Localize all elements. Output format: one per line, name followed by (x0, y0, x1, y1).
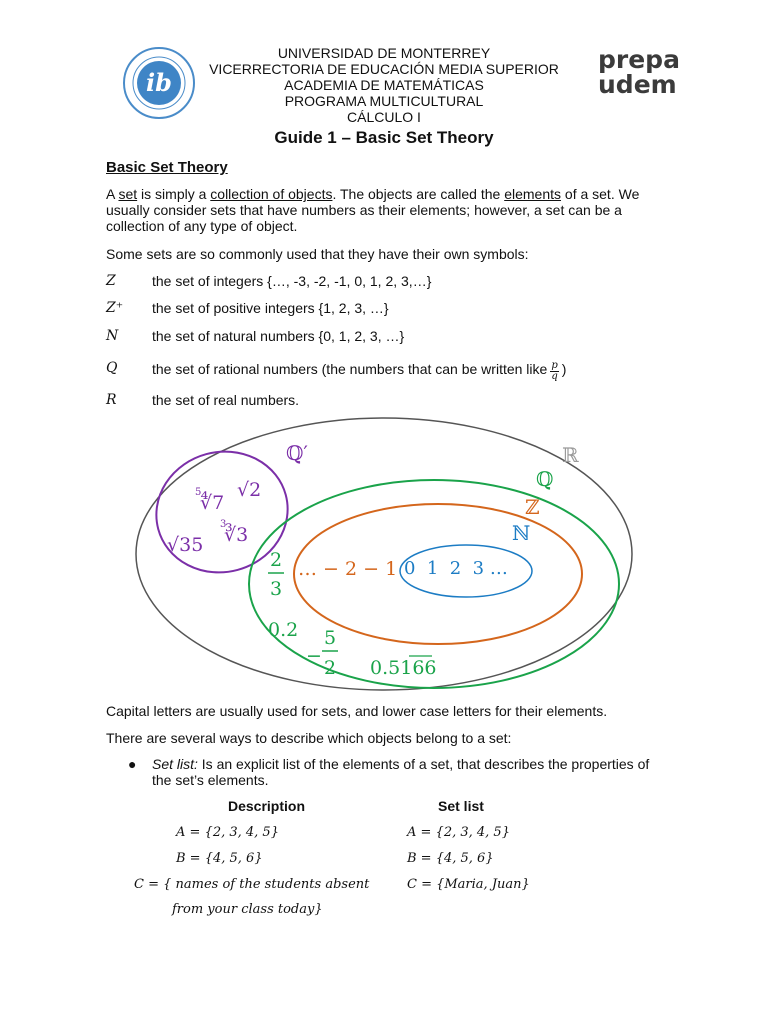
set-list-bullet (152, 756, 652, 788)
symbol-reals: R (106, 392, 117, 408)
table-cell-set-list: B = {4, 5, 6} (407, 851, 494, 866)
root-index-5: 5 (195, 487, 202, 498)
brand-line-2: udem (598, 70, 677, 99)
intro-text: . The objects are called the (332, 186, 505, 202)
table-cell-description: A = {2, 3, 4, 5} (176, 825, 279, 840)
negative-integers: … − 2 − 1 (298, 558, 398, 580)
symbol-description (152, 360, 566, 381)
fraction-numerator: p (551, 360, 558, 371)
table-cell-description: B = {4, 5, 6} (176, 851, 263, 866)
section-title: Basic Set Theory (106, 159, 228, 176)
intro-text: of a set. We usually consider sets that have numbers as their elements; however, a set can be a collection of any type of object. (106, 186, 640, 234)
program: PROGRAMA MULTICULTURAL (284, 93, 484, 109)
table-cell-set-list: A = {2, 3, 4, 5} (407, 825, 510, 840)
venn-svg (134, 414, 634, 694)
bullet-icon: ● (128, 756, 137, 772)
frac-2-3-denominator: 3 (270, 578, 283, 600)
integers-label: ℤ (525, 495, 540, 519)
capital-letters-note: Capital letters are usually used for sets, and lower case letters for their elements. (106, 703, 608, 719)
prepa-udem-logo (598, 45, 698, 104)
column-header-set-list: Set list (438, 798, 484, 814)
symbol-description: the set of integers {…, -3, -2, -1, 0, 1, 2, 3,…} (152, 273, 432, 289)
symbols-intro: Some sets are so commonly used that they have their own symbols: (106, 246, 529, 262)
rationals-label: ℚ (536, 467, 554, 491)
cube-root-of-3: ∛3 (224, 524, 249, 546)
symbol-description-text: the set of rational numbers (the numbers that can be written like (152, 361, 548, 378)
term-set: set (118, 186, 138, 202)
set-list-term: Set list: (152, 756, 198, 772)
symbol-description-end: ) (561, 361, 567, 378)
frac-5-2-numerator: 5 (324, 627, 337, 649)
decimal-0-2: 0.2 (268, 619, 299, 641)
table-cell-description: C = { names of the students absent (134, 877, 370, 892)
set-list-definition: Is an explicit list of the elements of a set, that describes the properties of the set’s elements. (152, 756, 650, 788)
term-collection: collection of objects (210, 186, 333, 202)
sqrt-2: √2 (237, 479, 262, 501)
symbol-description: the set of positive integers {1, 2, 3, …} (152, 300, 389, 316)
fraction-denominator: q (551, 371, 558, 382)
vice-rectory: VICERRECTORIA DE EDUCACIÓN MEDIA SUPERIOR (209, 61, 559, 77)
natural-numbers: 0 1 2 3 … (404, 558, 508, 579)
frac-5-2-denominator: 2 (324, 657, 337, 679)
column-header-description: Description (228, 798, 306, 814)
intro-paragraph (106, 186, 646, 234)
ib-logo-text: ib (146, 68, 172, 97)
table-cell-description: from your class today} (172, 902, 323, 917)
irrationals-label: ℚ′ (286, 441, 308, 465)
frac-2-3-numerator: 2 (270, 549, 283, 571)
fraction-p-over-q (550, 361, 558, 382)
page-title: Guide 1 – Basic Set Theory (274, 128, 494, 147)
fifth-root-of-7: ∜7 (200, 492, 225, 514)
naturals-label: ℕ (512, 521, 531, 545)
negative-sign: − (306, 645, 322, 667)
symbol-positive-integers: Z⁺ (106, 300, 124, 316)
sqrt-35: √35 (167, 534, 204, 556)
symbol-integers: Z (106, 273, 116, 289)
symbol-description: the set of natural numbers {0, 1, 2, 3, …} (152, 328, 405, 344)
symbol-rationals: Q (106, 360, 118, 376)
ways-to-describe: There are several ways to describe which objects belong to a set: (106, 730, 512, 746)
symbol-description: the set of real numbers. (152, 392, 300, 408)
reals-label: ℝ (562, 443, 579, 467)
course: CÁLCULO I (347, 109, 421, 125)
intro-text: A (106, 186, 119, 202)
root-index-3: 3 (220, 519, 227, 530)
table-cell-set-list: C = {Maria, Juan} (407, 877, 530, 892)
reals-ellipse (136, 418, 632, 690)
number-sets-venn-diagram (134, 414, 634, 694)
term-elements: elements (504, 186, 562, 202)
symbol-naturals: N (106, 328, 119, 344)
academy: ACADEMIA DE MATEMÁTICAS (284, 77, 484, 93)
brand-line-1: prepa (598, 45, 680, 74)
university-name: UNIVERSIDAD DE MONTERREY (277, 45, 491, 61)
repeating-decimal (370, 657, 437, 679)
repeating-decimal-fixed: 0.51 (370, 657, 413, 679)
intro-text: is simply a (137, 186, 211, 202)
repeating-decimal-period: 66 (412, 657, 437, 679)
